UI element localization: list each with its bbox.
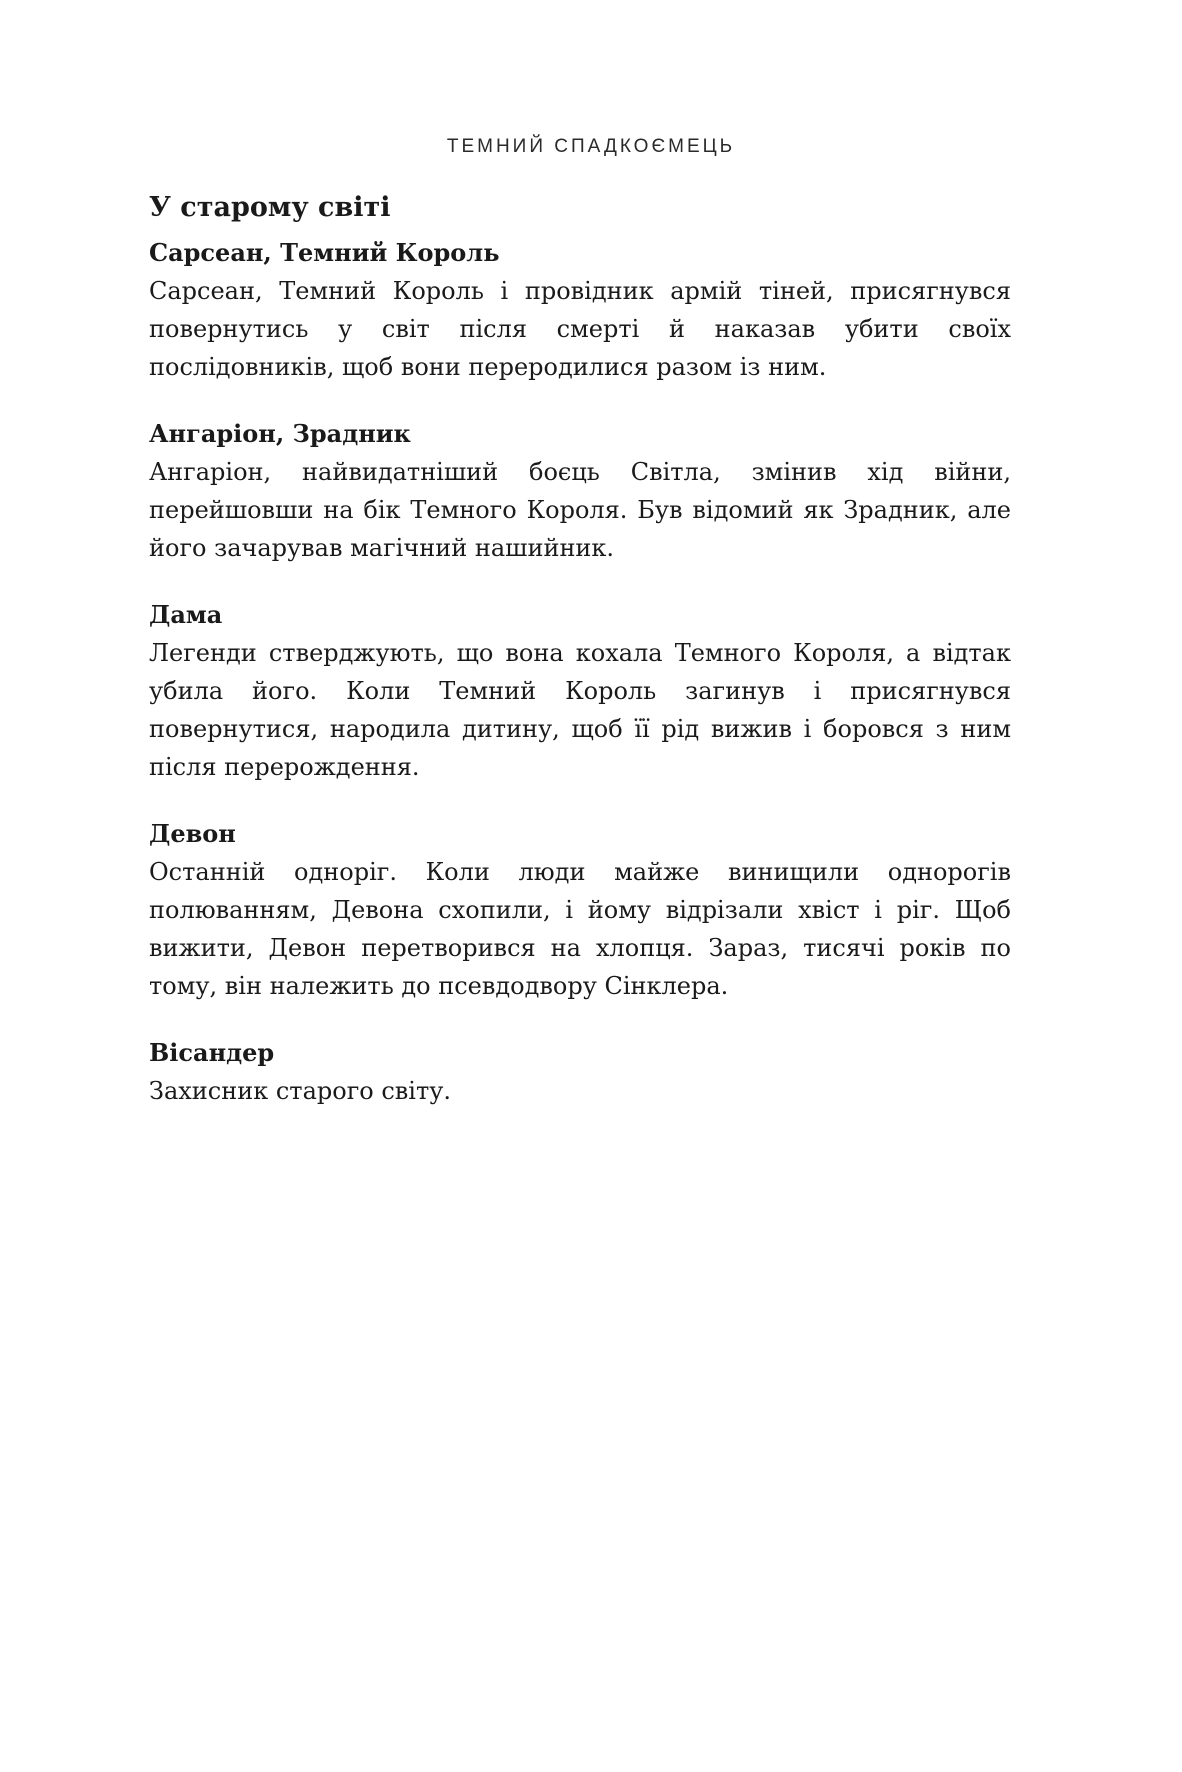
- entry-lady: [149, 598, 1011, 786]
- entry-name: Вісандер: [149, 1038, 275, 1067]
- entry-name: Сарсеан, Темний Король: [149, 238, 500, 267]
- entry-visander: [149, 1036, 1011, 1110]
- entry-text: Легенди стверджують, що вона кохала Темного Короля, а відтак убила його. Коли Темний Король загинув і присягнувся повернутися, народила дитину, щоб її рід вижив і боровся з ним після перерождення.: [149, 639, 1011, 781]
- running-header: ТЕМНИЙ СПАДКОЄМЕЦЬ: [446, 136, 736, 157]
- entry-text: Сарсеан, Темний Король і провідник армій тіней, присягнувся повернутись у світ після смерті й наказав убити своїх послідовників, щоб вони переродилися разом із ним.: [149, 277, 1011, 381]
- entry-name: Девон: [149, 819, 236, 848]
- entry-name: Ангаріон, Зрадник: [149, 419, 411, 448]
- entry-devon: [149, 817, 1011, 1005]
- entry-name: Дама: [149, 600, 223, 629]
- entry-text: Захисник старого світу.: [149, 1077, 452, 1105]
- entry-sarsean: [149, 236, 1011, 386]
- entry-angarion: [149, 417, 1011, 567]
- section-title: У старому світі: [149, 192, 391, 223]
- page-content: [149, 190, 1011, 1141]
- entry-text: Ангаріон, найвидатніший боєць Світла, змінив хід війни, перейшовши на бік Темного Короля. Був відомий як Зрадник, але його зачарував магічний нашийник.: [149, 458, 1011, 562]
- entry-text: Останній одноріг. Коли люди майже винищили однорогів полюванням, Девона схопили, і йому відрізали хвіст і ріг. Щоб вижити, Девон перетворився на хлопця. Зараз, тисячі років по тому, він належить до псевдодвору Сінклера.: [149, 858, 1011, 1000]
